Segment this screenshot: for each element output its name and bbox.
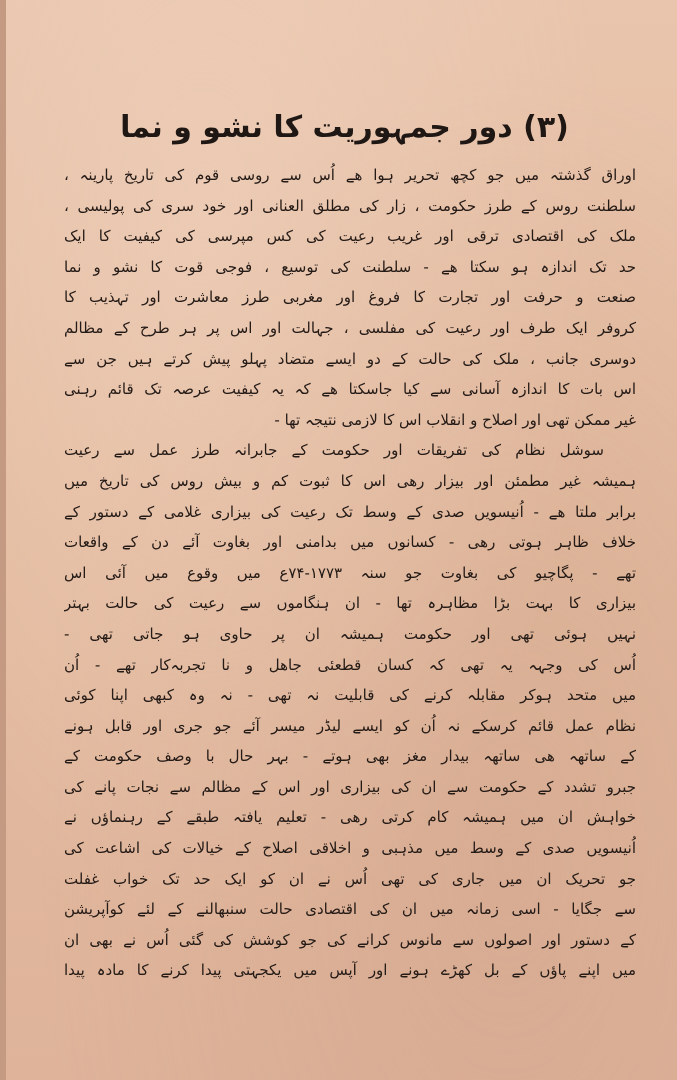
text-line: نہیں ہوئی تھی اور حکومت ہمیشہ ان پر حاوی ہو جاتی تھی - <box>64 624 636 643</box>
text-line: دوسری جانب ، ملک کی حالت کے دو ایسے متضاد پہلو پیش کرتے ہیں جن سے <box>64 349 636 368</box>
text-line: تھے - پگاچیو کی بغاوت جو سنہ ۱۷۷۳-۷۴ع میں وقوع میں آئی اس <box>64 563 636 582</box>
paragraph-2 <box>64 435 636 986</box>
text-line: میں متحد ہوکر مقابلہ کرنے کی قابلیت نہ تھی - نہ وہ کبھی اپنا کوئی <box>64 686 636 705</box>
text-line: اس بات کا اندازہ آسانی سے کیا جاسکتا ھے کہ یہ کیفیت عرصہ تک قائم رہنی <box>64 380 636 399</box>
text-line: برابر ملتا ھے - اُنیسویں صدی کے وسط تک رعیت کی بیزاری غلامی کے دستور کے <box>64 502 636 521</box>
text-line: جبرو تشدد کے حکومت سے ان کی بیزاری اور اس کے مظالم سے نجات پانے کی <box>64 777 636 796</box>
text-line: میں اپنے پاؤں کے بل کھڑے ہونے اور آپس میں یکجہتی پیدا کرنے کا مادہ پیدا <box>64 961 636 980</box>
text-line: حد تک اندازہ ہو سکتا ھے - سلطنت کی توسیع ، فوجی قوت کا نشو و نما <box>64 257 636 276</box>
text-line: ملک کی اقتصادی ترقی اور غریب رعیت کی کس مپرسی کی کیفیت کا ایک <box>64 227 636 246</box>
text-line: نظام عمل قائم کرسکے نہ اُن کو ایسے لیڈر میسر آئے جو جری اور قابل ہونے <box>64 716 636 735</box>
text-line: سوشل نظام کی تفریقات اور حکومت کے جابرانہ طرز عمل سے رعیت <box>64 441 604 460</box>
text-line: بیزاری کا بہت بڑا مظاہرہ تھا - ان ہنگاموں سے رعیت کی حالت بہتر <box>64 594 636 613</box>
text-line: جو تحریک ان میں جاری کی تھی اُس نے ان کو ایک حد تک خواب غفلت <box>64 869 636 888</box>
text-line: صنعت و حرفت اور تجارت کا فروغ اور مغربی طرز معاشرت اور تہذیب کا <box>64 288 636 307</box>
text-line: غیر ممکن تھی اور اصلاح و انقلاب اس کا لازمی نتیجہ تھا - <box>274 410 636 429</box>
text-line: کے دستور اور اصولوں سے مانوس کرانے کی جو کوشش کی گئی اُس نے بھی ان <box>64 930 636 949</box>
text-line: خواہش ان میں ہمیشہ کام کرتی رھی - تعلیم یافتہ طبقے کے رہنماؤں نے <box>64 808 636 827</box>
text-line: سے جگایا - اسی زمانہ میں ان کی اقتصادی حالت سنبھالنے کے لئے کوآپریشن <box>64 900 636 919</box>
paragraph-1 <box>64 160 636 435</box>
text-line: سلطنت روس کے طرز حکومت ، زار کی مطلق العنانی اور خود سری کی پولیسی ، <box>64 196 636 215</box>
text-line: اُنیسویں صدی کے وسط میں مذہبی و اخلاقی اصلاح کے خیالات کی اشاعت کی <box>64 839 636 858</box>
text-line: اُس کی وجہہ یہ تھی کہ کسان قطعئی جاھل و نا تجربہ‌کار تھے - اُن <box>64 655 636 674</box>
text-line: اوراق گذشتہ میں جو کچھ تحریر ہوا ھے اُس سے روسی قوم کی تاریخ پارینہ ، <box>64 166 636 184</box>
body-text <box>64 160 636 986</box>
text-line: کروفر ایک طرف اور رعیت کی مفلسی ، جہالت اور اس پر ہر طرح کے مظالم <box>64 318 636 337</box>
chapter-heading: (۳) دور جمہوریت کا نشو و نما <box>120 110 569 145</box>
text-line: خلاف ظاہر ہوتی رھی - کسانوں میں بدامنی اور بغاوت آئے دن کے واقعات <box>64 533 636 552</box>
text-line: ہمیشہ غیر مطمئن اور بیزار رھی اس کا ثبوت کم و بیش روس کی تاریخ میں <box>64 471 636 490</box>
text-line: کے ساتھہ ھی ساتھہ بیدار مغز بھی ہوتے - بہر حال با وصف حکومت کے <box>64 747 636 766</box>
